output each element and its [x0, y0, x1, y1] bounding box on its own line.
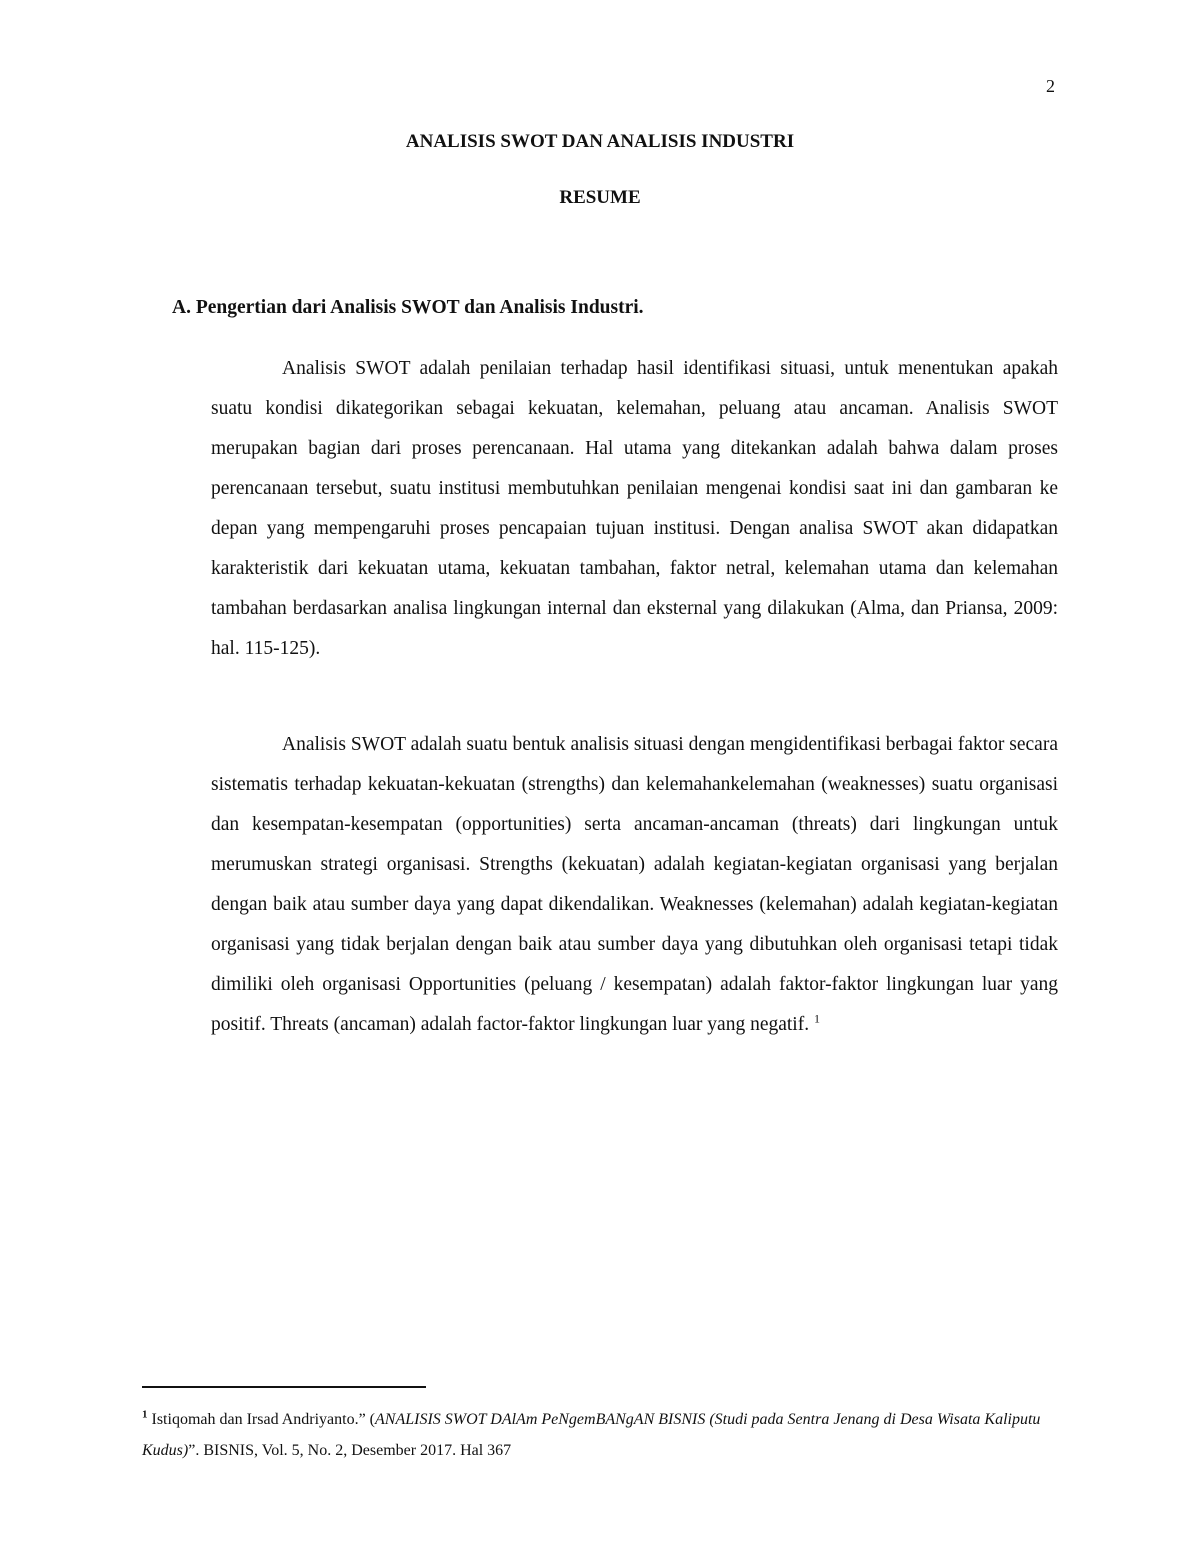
- document-subtitle: RESUME: [559, 187, 641, 208]
- page-number: 2: [1046, 76, 1055, 96]
- footnote-divider: [142, 1386, 426, 1388]
- footnote-mark: 1: [142, 1408, 148, 1421]
- paragraph-2-text: Analisis SWOT adalah suatu bentuk analisis situasi dengan mengidentifikasi berbagai faktor secara sistematis terhadap kekuatan-kekuatan (strengths) dan kelemahankelemahan (weaknesses) suatu organisasi dan kesempatan-kesempatan (opportunities) serta ancaman-ancaman (threats) dari lingkungan untuk merumuskan strategi organisasi. Strengths (kekuatan) adalah kegiatan-kegiatan organisasi yang berjalan dengan baik atau sumber daya yang dapat dikendalikan. Weaknesses (kelemahan) adalah kegiatan-kegiatan organisasi yang tidak berjalan dengan baik atau sumber daya yang dibutuhkan oleh organisasi tetapi tidak dimiliki oleh organisasi Opportunities (peluang / kesempatan) adalah faktor-faktor lingkungan luar yang positif. Threats (ancaman) adalah factor-faktor lingkungan luar yang negatif.: [211, 734, 1058, 1035]
- footnote-reference[interactable]: 1: [813, 1011, 820, 1026]
- footnote-source: ”. BISNIS, Vol. 5, No. 2, Desember 2017. Hal 367: [188, 1442, 512, 1459]
- section-heading: A. Pengertian dari Analisis SWOT dan Analisis Industri.: [172, 297, 644, 318]
- paragraph-2: [211, 725, 1058, 1045]
- document-title: ANALISIS SWOT DAN ANALISIS INDUSTRI: [405, 131, 795, 152]
- footnote: [142, 1404, 1062, 1466]
- paragraph-1-text: Analisis SWOT adalah penilaian terhadap hasil identifikasi situasi, untuk menentukan apakah suatu kondisi dikategorikan sebagai kekuatan, kelemahan, peluang atau ancaman. Analisis SWOT merupakan bagian dari proses perencanaan. Hal utama yang ditekankan adalah bahwa dalam proses perencanaan tersebut, suatu institusi membutuhkan penilaian mengenai kondisi saat ini dan gambaran ke depan yang mempengaruhi proses pencapaian tujuan institusi. Dengan analisa SWOT akan didapatkan karakteristik dari kekuatan utama, kekuatan tambahan, faktor netral, kelemahan utama dan kelemahan tambahan berdasarkan analisa lingkungan internal dan eksternal yang dilakukan (Alma, dan Priansa, 2009: hal. 115-125).: [211, 358, 1058, 659]
- paragraph-1: [211, 349, 1058, 669]
- footnote-authors: Istiqomah dan Irsad Andriyanto.” (: [147, 1411, 375, 1428]
- footnote-title: ANALISIS SWOT DAlAm PeNgemBANgAN BISNIS (Studi pada Sentra Jenang di Desa Wisata Kaliputu Kudus): [142, 1411, 1041, 1459]
